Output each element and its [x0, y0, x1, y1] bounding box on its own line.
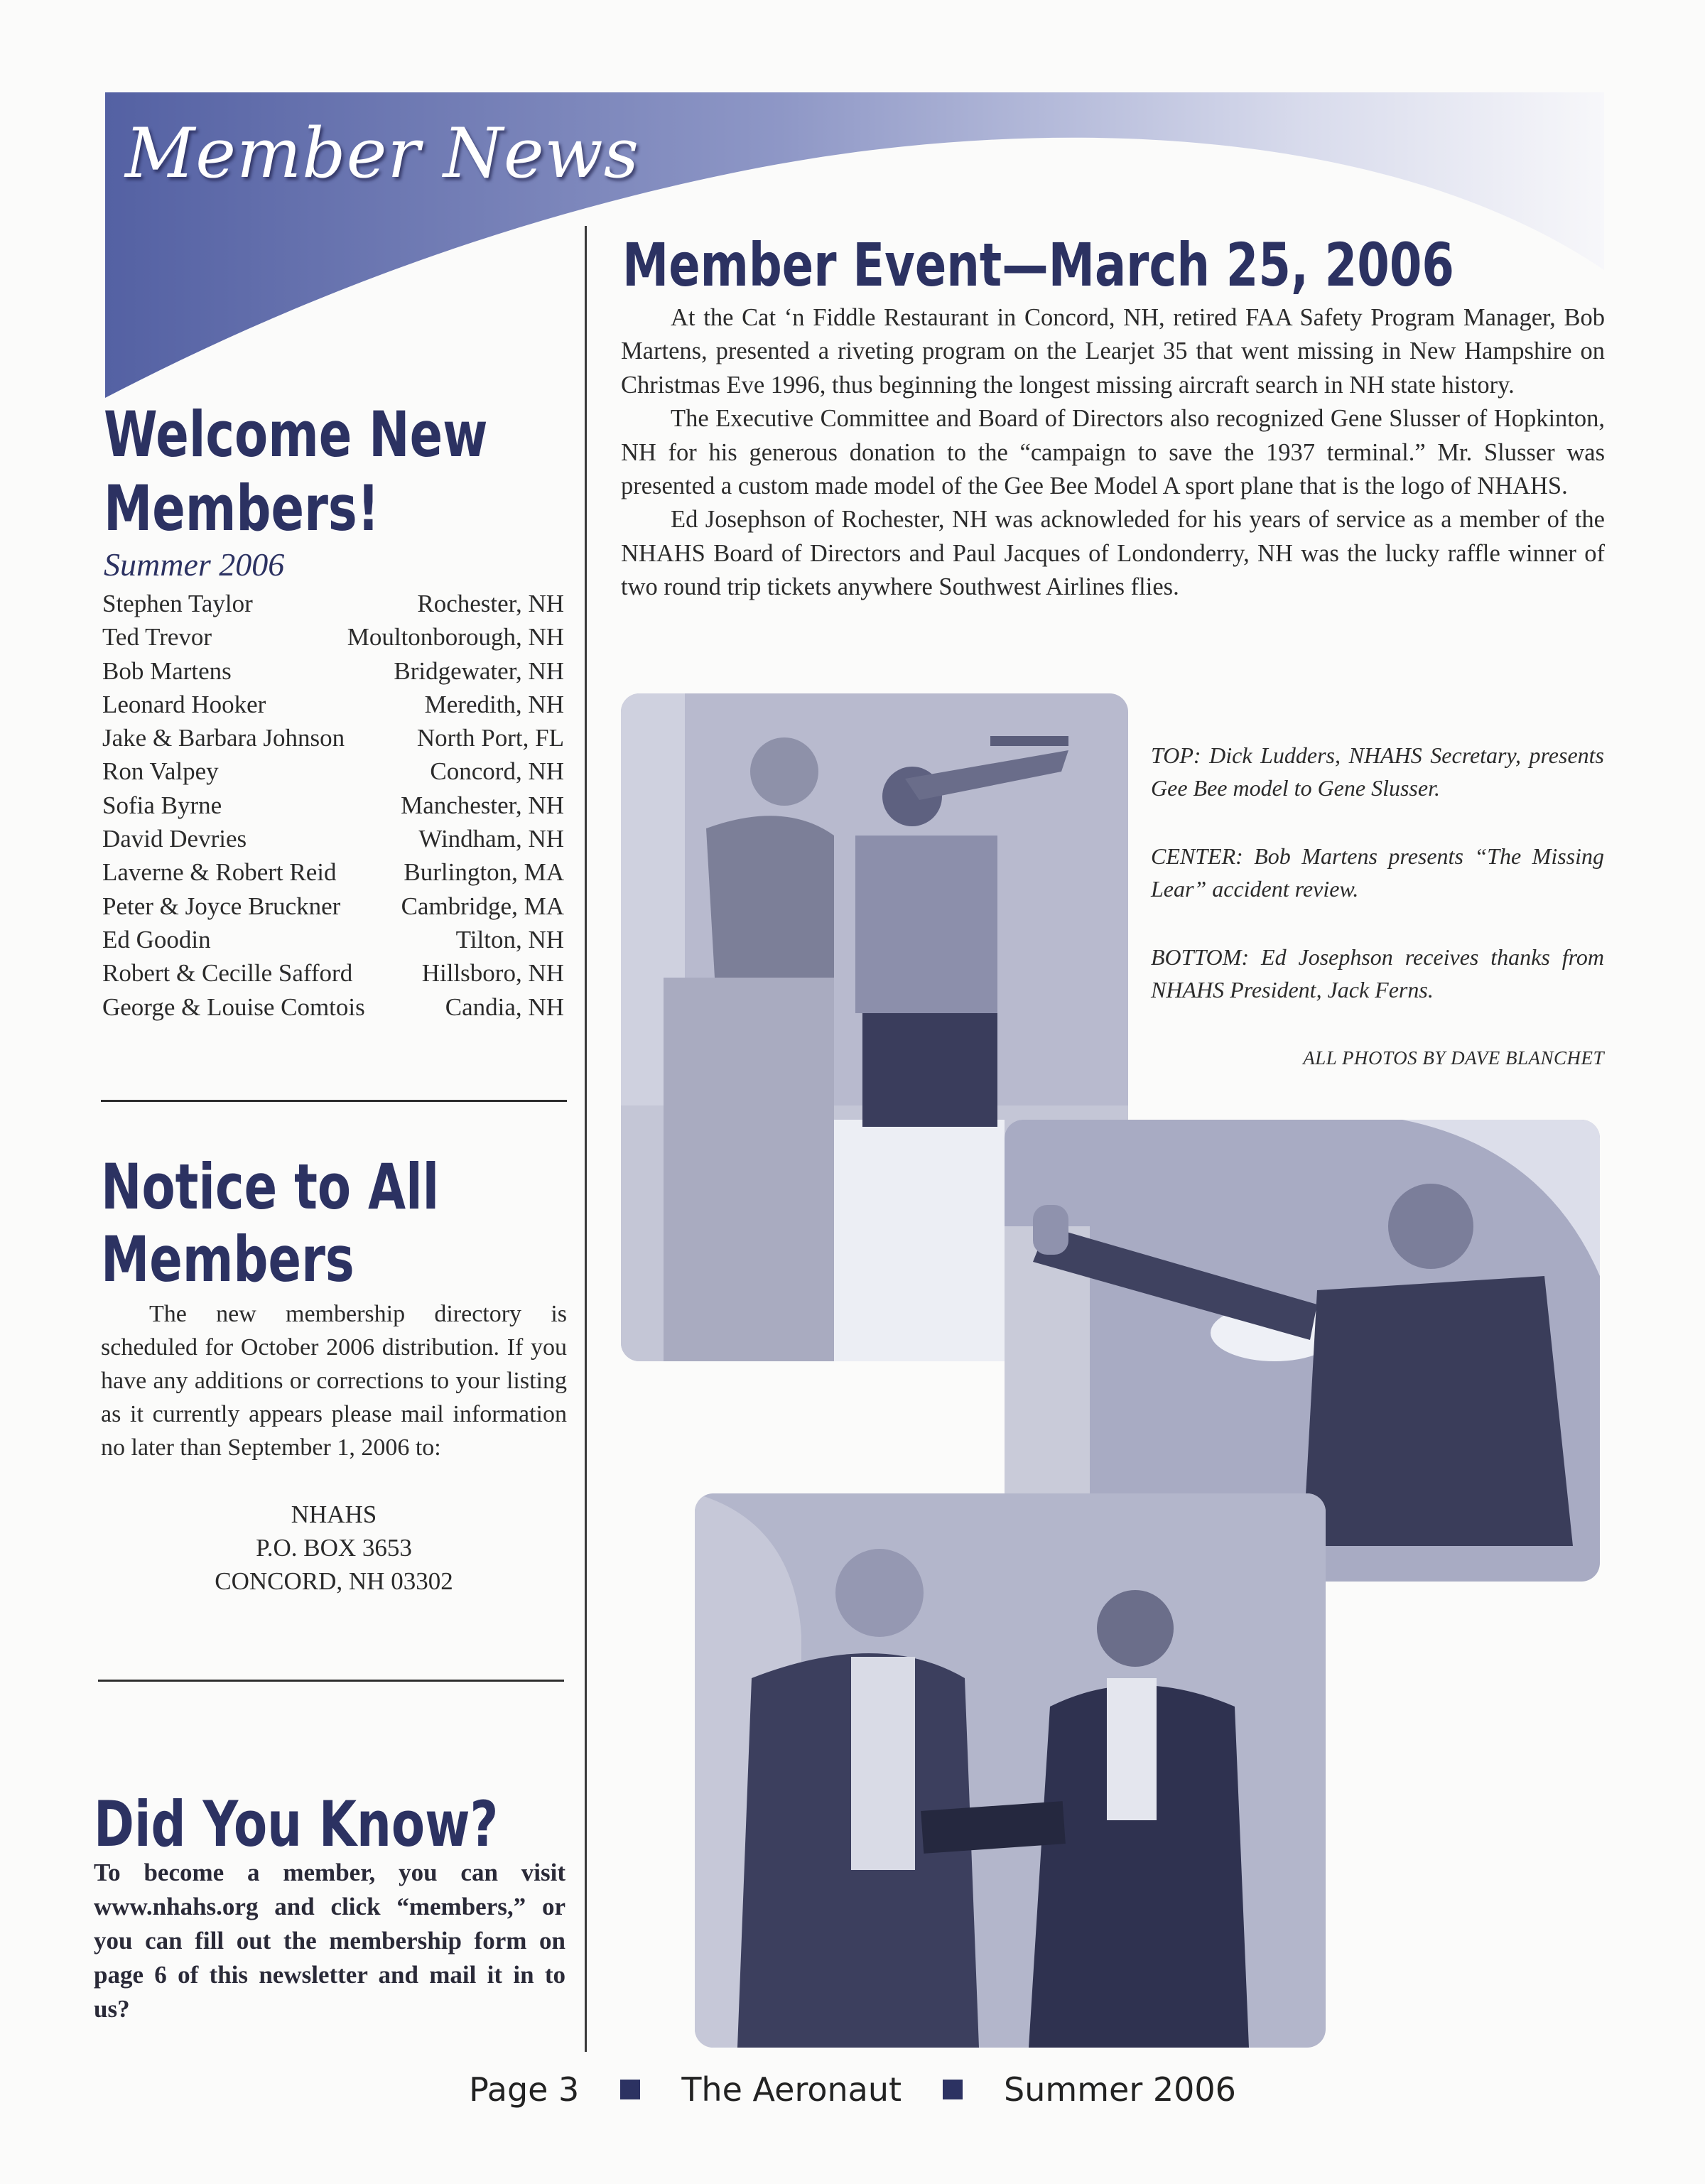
event-paragraph: At the Cat ‘n Fiddle Restaurant in Concord, NH, retired FAA Safety Program Manager, Bob Martens, presented a riveting program on the Learjet 35 that went missing in New Hampshire on Christmas Eve 1996, thus beginning the longest missing aircraft search in NH state history.: [621, 304, 1605, 399]
did-you-know-body: To become a member, you can visit www.nhahs.org and click “members,” or you can fill out the membership form on page 6 of this newsletter and mail it in to us?: [94, 1859, 565, 2023]
did-you-know-heading: Did You Know?: [94, 1788, 499, 1861]
member-row: [102, 990, 564, 1024]
member-location: Cambridge, MA: [401, 892, 564, 920]
member-row: [102, 956, 564, 990]
welcome-subheading: Summer 2006: [104, 546, 285, 583]
member-location: Windham, NH: [418, 825, 564, 853]
member-location: Candia, NH: [445, 993, 564, 1021]
member-row: [102, 890, 564, 923]
caption-center: CENTER: Bob Martens presents “The Missing Lear” accident review.: [1151, 843, 1604, 902]
section-divider: [101, 1100, 567, 1102]
event-paragraph: The Executive Committee and Board of Directors also recognized Gene Slusser of Hopkinton, NH for his generous donation to the “campaign to save the 1937 terminal.” Mr. Slusser was presented a custom made model of the Gee Bee Model A sport plane that is the logo of NHAHS.: [621, 405, 1605, 500]
member-name: Robert & Cecille Safford: [102, 959, 353, 988]
notice-text: The new membership directory is scheduled for October 2006 distribution. If you have any additions or corrections to your listing as it currently appears please mail information no later than September 1, 2006 to:: [101, 1301, 567, 1461]
member-row: [102, 755, 564, 788]
notice-body: [101, 1297, 567, 1464]
member-location: Bridgewater, NH: [394, 656, 564, 685]
address-line: NHAHS: [291, 1501, 377, 1528]
event-article: [621, 301, 1605, 605]
photo-credit: ALL PHOTOS BY DAVE BLANCHET: [1303, 1047, 1604, 1069]
member-name: Sofia Byrne: [102, 791, 222, 819]
member-row: [102, 923, 564, 956]
member-location: North Port, FL: [416, 724, 564, 752]
member-location: Rochester, NH: [417, 590, 564, 617]
caption-bottom: BOTTOM: Ed Josephson receives thanks from NHAHS President, Jack Ferns.: [1151, 944, 1604, 1002]
member-location: Concord, NH: [430, 757, 564, 786]
member-name: Jake & Barbara Johnson: [102, 724, 345, 752]
footer-publication: The Aeronaut: [681, 2070, 902, 2109]
member-row: [102, 855, 564, 889]
member-location: Tilton, NH: [455, 925, 564, 953]
welcome-heading: [104, 398, 488, 546]
photo-captions: [1151, 739, 1604, 1074]
member-name: Ron Valpey: [102, 757, 219, 786]
member-row: [102, 789, 564, 822]
event-heading: Member Event—March 25, 2006: [622, 230, 1455, 300]
member-row: [102, 654, 564, 688]
event-paragraph: Ed Josephson of Rochester, NH was acknowleded for his years of service as a member of the NHAHS Board of Directors and Paul Jacques of Londonderry, NH was the lucky raffle winner of two round trip tickets anywhere Southwest Airlines flies.: [621, 506, 1605, 601]
member-row: [102, 620, 564, 654]
section-divider: [98, 1680, 564, 1682]
mailing-address: [101, 1498, 567, 1598]
member-name: Stephen Taylor: [102, 590, 253, 617]
member-row: [102, 721, 564, 755]
caption-top: TOP: Dick Ludders, NHAHS Secretary, presents Gee Bee model to Gene Slusser.: [1151, 742, 1604, 801]
address-line: P.O. BOX 3653: [256, 1534, 412, 1562]
page-footer: [0, 2070, 1705, 2109]
member-location: Moultonborough, NH: [347, 623, 564, 652]
member-name: Bob Martens: [102, 656, 232, 685]
welcome-heading-line2: Members!: [104, 472, 380, 545]
member-name: David Devries: [102, 825, 247, 853]
address-line: CONCORD, NH 03302: [215, 1567, 453, 1595]
member-name: Laverne & Robert Reid: [102, 858, 337, 887]
member-location: Meredith, NH: [424, 690, 564, 718]
member-row: [102, 587, 564, 620]
member-location: Manchester, NH: [401, 791, 564, 819]
member-location: Burlington, MA: [404, 858, 564, 887]
footer-square-icon: [943, 2080, 963, 2099]
photo-bottom: [695, 1493, 1326, 2048]
notice-heading-line2: Members: [101, 1223, 354, 1296]
member-name: Ted Trevor: [102, 623, 212, 652]
member-location: Hillsboro, NH: [421, 959, 564, 988]
member-name: Leonard Hooker: [102, 690, 266, 718]
footer-issue: Summer 2006: [1004, 2070, 1236, 2109]
banner-title: Member News: [125, 114, 640, 193]
column-divider: [585, 226, 587, 2052]
member-name: George & Louise Comtois: [102, 993, 365, 1021]
member-name: Peter & Joyce Bruckner: [102, 892, 341, 920]
welcome-heading-line1: Welcome New: [104, 398, 488, 471]
member-name: Ed Goodin: [102, 925, 211, 953]
notice-heading-line1: Notice to All: [101, 1150, 440, 1223]
member-list: [102, 587, 564, 1024]
footer-page: Page 3: [469, 2070, 580, 2109]
member-row: [102, 688, 564, 721]
footer-square-icon: [620, 2080, 640, 2099]
notice-heading: [101, 1151, 439, 1296]
member-row: [102, 822, 564, 855]
